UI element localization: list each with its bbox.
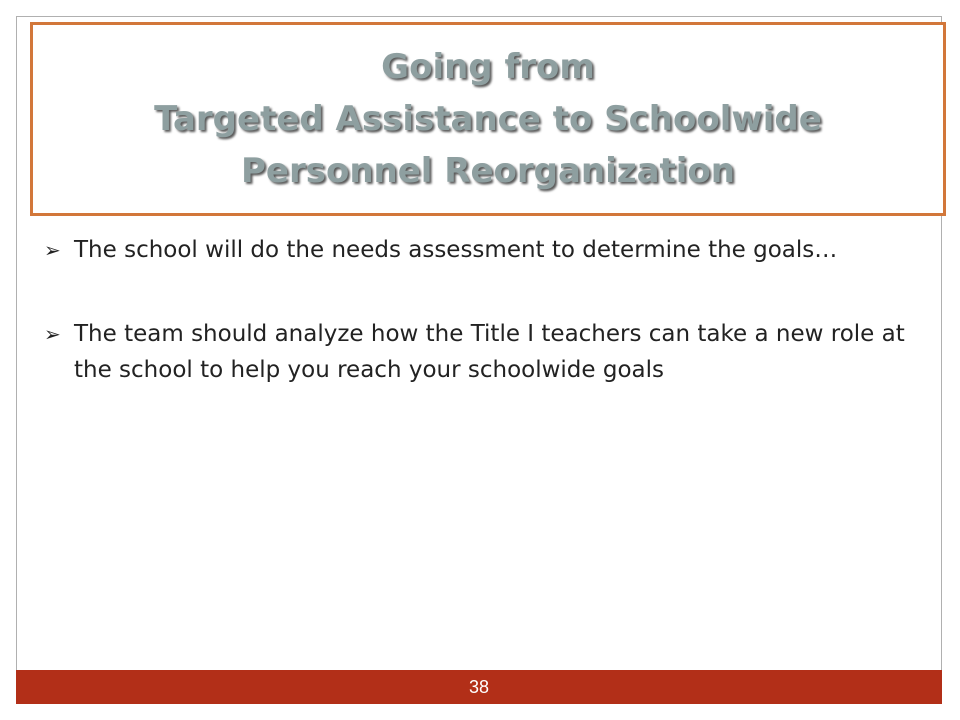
bullet-text: The team should analyze how the Title I teachers can take a new role at the school to help you reach your schoolwide goals (74, 321, 905, 383)
title-line-3: Personnel Reorganization (240, 151, 735, 191)
footer-bar (16, 670, 942, 704)
title-line-2: Targeted Assistance to Schoolwide (154, 99, 822, 139)
title-line-1: Going from (381, 47, 595, 87)
bullet-list (44, 232, 924, 388)
arrow-bullet-icon: ➢ (44, 322, 61, 346)
bullet-item-team-analyze (44, 316, 924, 388)
bullet-item-needs-assessment (44, 232, 924, 268)
slide-title-box (30, 22, 946, 216)
bullet-text: The school will do the needs assessment to determine the goals… (74, 237, 838, 263)
page-number: 38 (468, 676, 490, 697)
arrow-bullet-icon: ➢ (44, 238, 61, 262)
